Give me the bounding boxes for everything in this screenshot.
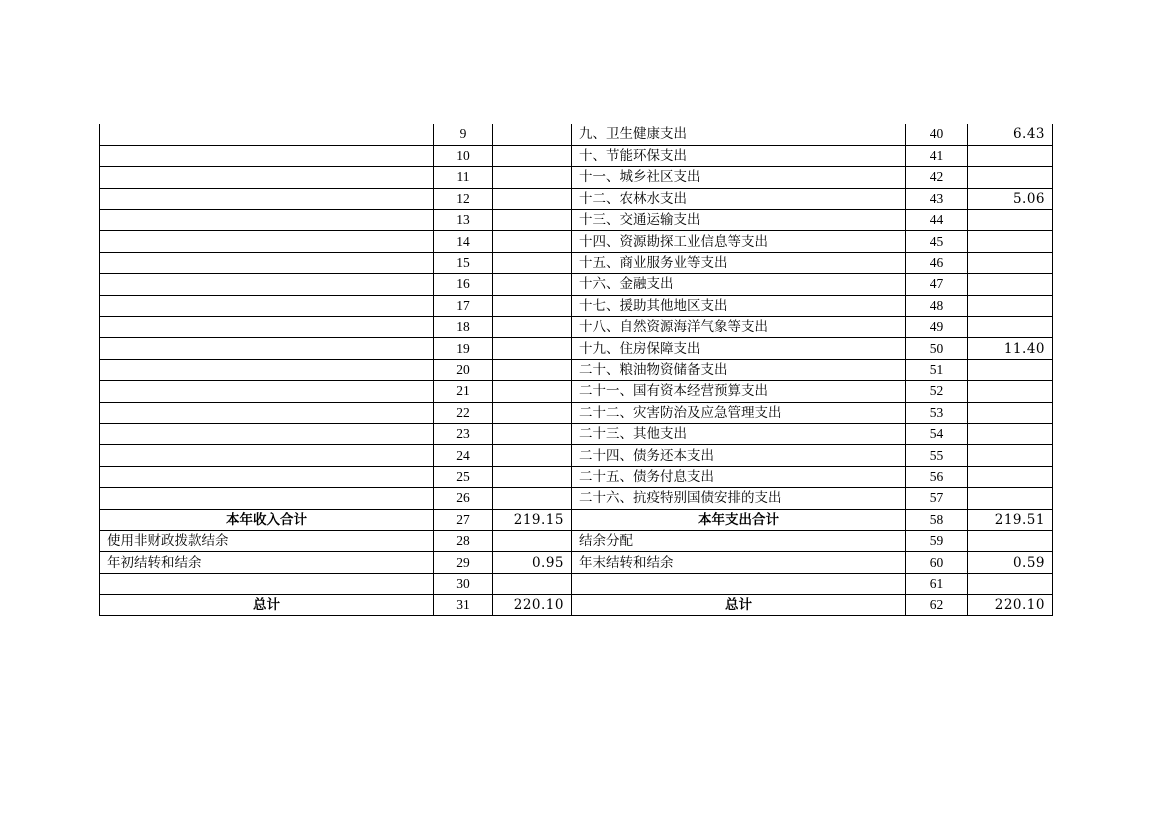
income-amount-cell: [493, 423, 572, 444]
expense-item-cell: 年末结转和结余: [572, 552, 906, 573]
expense-amount-cell: [968, 488, 1053, 509]
income-item-cell: [100, 231, 434, 252]
income-line-number-cell: 20: [434, 359, 493, 380]
expense-amount-cell: [968, 252, 1053, 273]
expense-item-cell: 十七、援助其他地区支出: [572, 295, 906, 316]
expense-line-number-cell: 57: [906, 488, 968, 509]
income-amount-cell: [493, 381, 572, 402]
income-amount-cell: [493, 145, 572, 166]
expense-line-number-cell: 62: [906, 595, 968, 616]
expense-item-cell: 总计: [572, 595, 906, 616]
expense-amount-cell: 219.51: [968, 509, 1053, 530]
expense-amount-cell: [968, 274, 1053, 295]
income-amount-cell: [493, 466, 572, 487]
income-amount-cell: [493, 295, 572, 316]
income-item-cell: 本年收入合计: [100, 509, 434, 530]
expense-item-cell: 十二、农林水支出: [572, 188, 906, 209]
expense-line-number-cell: 43: [906, 188, 968, 209]
expense-amount-cell: 11.40: [968, 338, 1053, 359]
expense-item-cell: 十四、资源勘探工业信息等支出: [572, 231, 906, 252]
expense-line-number-cell: 49: [906, 317, 968, 338]
expense-amount-cell: [968, 530, 1053, 551]
expense-amount-cell: [968, 466, 1053, 487]
expense-line-number-cell: 55: [906, 445, 968, 466]
expense-line-number-cell: 45: [906, 231, 968, 252]
expense-item-cell: [572, 573, 906, 594]
income-item-cell: [100, 359, 434, 380]
income-item-cell: 使用非财政拨款结余: [100, 530, 434, 551]
expense-amount-cell: 6.43: [968, 124, 1053, 145]
expense-item-cell: 十一、城乡社区支出: [572, 167, 906, 188]
expense-item-cell: 二十六、抗疫特别国债安排的支出: [572, 488, 906, 509]
expense-item-cell: 十九、住房保障支出: [572, 338, 906, 359]
expense-line-number-cell: 58: [906, 509, 968, 530]
income-amount-cell: [493, 573, 572, 594]
income-item-cell: [100, 488, 434, 509]
expense-line-number-cell: 59: [906, 530, 968, 551]
expense-amount-cell: [968, 167, 1053, 188]
expense-line-number-cell: 50: [906, 338, 968, 359]
income-line-number-cell: 18: [434, 317, 493, 338]
income-line-number-cell: 15: [434, 252, 493, 273]
table-row: [100, 338, 1053, 359]
budget-table: [99, 124, 1053, 616]
income-item-cell: [100, 210, 434, 231]
income-line-number-cell: 13: [434, 210, 493, 231]
table-row: [100, 381, 1053, 402]
table-body: [100, 124, 1053, 616]
income-line-number-cell: 29: [434, 552, 493, 573]
income-amount-cell: [493, 231, 572, 252]
table-row: [100, 359, 1053, 380]
expense-item-cell: 本年支出合计: [572, 509, 906, 530]
income-amount-cell: [493, 210, 572, 231]
income-line-number-cell: 16: [434, 274, 493, 295]
table-row: [100, 210, 1053, 231]
expense-line-number-cell: 46: [906, 252, 968, 273]
expense-item-cell: 十、节能环保支出: [572, 145, 906, 166]
income-item-cell: [100, 402, 434, 423]
expense-amount-cell: [968, 402, 1053, 423]
income-line-number-cell: 24: [434, 445, 493, 466]
expense-item-cell: 十三、交通运输支出: [572, 210, 906, 231]
expense-amount-cell: [968, 381, 1053, 402]
income-amount-cell: 220.10: [493, 595, 572, 616]
income-item-cell: [100, 338, 434, 359]
income-line-number-cell: 10: [434, 145, 493, 166]
expense-amount-cell: 0.59: [968, 552, 1053, 573]
income-amount-cell: [493, 317, 572, 338]
table-row: [100, 573, 1053, 594]
table-row: [100, 530, 1053, 551]
summary-row: [100, 595, 1053, 616]
expense-amount-cell: [968, 317, 1053, 338]
expense-item-cell: 二十一、国有资本经营预算支出: [572, 381, 906, 402]
table-row: [100, 423, 1053, 444]
expense-line-number-cell: 60: [906, 552, 968, 573]
expense-item-cell: 二十、粮油物资储备支出: [572, 359, 906, 380]
income-line-number-cell: 22: [434, 402, 493, 423]
expense-amount-cell: [968, 210, 1053, 231]
income-line-number-cell: 21: [434, 381, 493, 402]
expense-item-cell: 十八、自然资源海洋气象等支出: [572, 317, 906, 338]
income-line-number-cell: 25: [434, 466, 493, 487]
expense-amount-cell: [968, 445, 1053, 466]
income-amount-cell: [493, 445, 572, 466]
expense-item-cell: 二十四、债务还本支出: [572, 445, 906, 466]
income-amount-cell: [493, 274, 572, 295]
income-amount-cell: [493, 252, 572, 273]
expense-line-number-cell: 53: [906, 402, 968, 423]
table-row: [100, 466, 1053, 487]
income-amount-cell: 219.15: [493, 509, 572, 530]
expense-amount-cell: 5.06: [968, 188, 1053, 209]
expense-amount-cell: [968, 145, 1053, 166]
income-amount-cell: [493, 338, 572, 359]
income-line-number-cell: 31: [434, 595, 493, 616]
income-item-cell: [100, 167, 434, 188]
income-item-cell: [100, 423, 434, 444]
expense-line-number-cell: 56: [906, 466, 968, 487]
expense-amount-cell: [968, 359, 1053, 380]
expense-line-number-cell: 48: [906, 295, 968, 316]
income-line-number-cell: 9: [434, 124, 493, 145]
income-line-number-cell: 30: [434, 573, 493, 594]
income-item-cell: [100, 274, 434, 295]
expense-line-number-cell: 51: [906, 359, 968, 380]
table-row: [100, 231, 1053, 252]
expense-line-number-cell: 42: [906, 167, 968, 188]
income-amount-cell: [493, 167, 572, 188]
summary-row: [100, 509, 1053, 530]
income-item-cell: [100, 188, 434, 209]
income-line-number-cell: 17: [434, 295, 493, 316]
income-item-cell: [100, 381, 434, 402]
income-item-cell: 总计: [100, 595, 434, 616]
income-line-number-cell: 27: [434, 509, 493, 530]
income-amount-cell: [493, 124, 572, 145]
table-row: [100, 402, 1053, 423]
income-item-cell: 年初结转和结余: [100, 552, 434, 573]
income-item-cell: [100, 445, 434, 466]
income-item-cell: [100, 466, 434, 487]
income-amount-cell: [493, 530, 572, 551]
income-amount-cell: [493, 359, 572, 380]
expense-item-cell: 二十二、灾害防治及应急管理支出: [572, 402, 906, 423]
table-row: [100, 445, 1053, 466]
expense-item-cell: 十五、商业服务业等支出: [572, 252, 906, 273]
income-item-cell: [100, 317, 434, 338]
expense-item-cell: 结余分配: [572, 530, 906, 551]
income-amount-cell: 0.95: [493, 552, 572, 573]
expense-line-number-cell: 61: [906, 573, 968, 594]
income-line-number-cell: 12: [434, 188, 493, 209]
table-row: [100, 124, 1053, 145]
expense-line-number-cell: 52: [906, 381, 968, 402]
expense-item-cell: 十六、金融支出: [572, 274, 906, 295]
table-row: [100, 295, 1053, 316]
expense-amount-cell: [968, 423, 1053, 444]
income-amount-cell: [493, 488, 572, 509]
table-row: [100, 317, 1053, 338]
income-line-number-cell: 26: [434, 488, 493, 509]
income-line-number-cell: 23: [434, 423, 493, 444]
table-row: [100, 252, 1053, 273]
expense-line-number-cell: 47: [906, 274, 968, 295]
income-line-number-cell: 14: [434, 231, 493, 252]
table-row: [100, 188, 1053, 209]
income-amount-cell: [493, 188, 572, 209]
income-line-number-cell: 11: [434, 167, 493, 188]
income-item-cell: [100, 573, 434, 594]
expense-amount-cell: [968, 573, 1053, 594]
expense-amount-cell: [968, 295, 1053, 316]
expense-line-number-cell: 40: [906, 124, 968, 145]
expense-item-cell: 二十三、其他支出: [572, 423, 906, 444]
income-line-number-cell: 19: [434, 338, 493, 359]
table-row: [100, 552, 1053, 573]
expense-amount-cell: [968, 231, 1053, 252]
table-row: [100, 488, 1053, 509]
income-item-cell: [100, 124, 434, 145]
income-item-cell: [100, 252, 434, 273]
expense-line-number-cell: 41: [906, 145, 968, 166]
income-item-cell: [100, 295, 434, 316]
expense-line-number-cell: 54: [906, 423, 968, 444]
income-line-number-cell: 28: [434, 530, 493, 551]
expense-line-number-cell: 44: [906, 210, 968, 231]
table-row: [100, 167, 1053, 188]
expense-item-cell: 九、卫生健康支出: [572, 124, 906, 145]
income-item-cell: [100, 145, 434, 166]
expense-amount-cell: 220.10: [968, 595, 1053, 616]
income-amount-cell: [493, 402, 572, 423]
table-row: [100, 145, 1053, 166]
table-row: [100, 274, 1053, 295]
expense-item-cell: 二十五、债务付息支出: [572, 466, 906, 487]
